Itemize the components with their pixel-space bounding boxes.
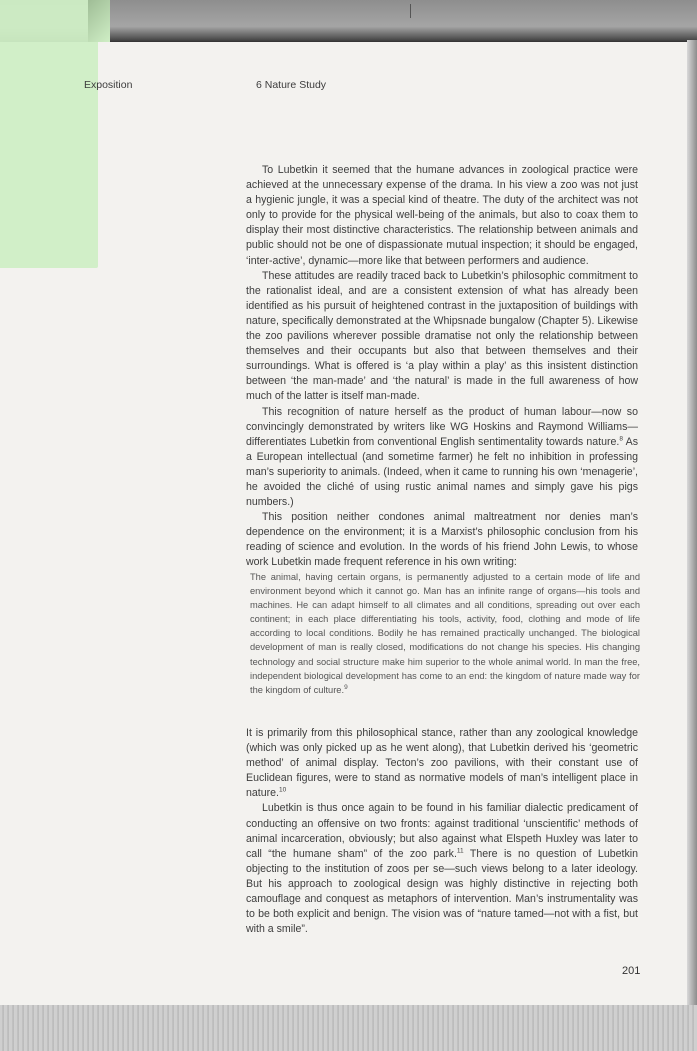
page-edge-shadow: [687, 40, 697, 1010]
paragraph-5-text: It is primarily from this philosophical stance, rather than any zoological knowledge (which was only picked up as he went along), that Lubetkin derived his ‘geometric method’ of animal display. Tecton’s zoo pavilions, with their constant use of Euclidean figures, were to stand as normative models of man’s intelligent place in nature.: [246, 727, 638, 800]
paragraph-4: This position neither condones animal maltreatment nor denies man’s dependence on the environment; it is a Marxist’s philosophic conclusion from his reading of science and evolution. In the words of his friend John Lewis, to whose work Lubetkin made frequent reference in his own writing:: [246, 511, 638, 569]
paragraph-3: [246, 405, 638, 511]
footnote-mark-10: 10: [278, 786, 287, 794]
binding-mark: [410, 4, 411, 18]
tab-fold: [88, 0, 110, 42]
body-text-bottom: [246, 726, 638, 937]
paragraph-6-text: Lubetkin is thus once again to be found in his familiar dialectic predicament of conducting an offensive on two fronts: against traditional ‘unscientific’ methods of animal incarceration, obviously; but also against what Elspeth Huxley was later to call “the humane sham” of the zoo park.: [246, 802, 638, 860]
footnote-mark-8: 8: [619, 435, 623, 443]
paragraph-1: To Lubetkin it seemed that the humane advances in zoological practice were achieved at the unnecessary expense of the drama. In his view a zoo was not just a hygienic jungle, it was a special kind of theatre. The duty of the architect was not only to provide for the physical well-being of the animals, but also to coax them to display their most distinctive characteristics. The relationship between animals and public should not be one of dispassionate mutual inspection; it should be engaged, ‘inter-active’, dynamic—more like that between performers and audience.: [246, 164, 638, 267]
paragraph-5: [246, 726, 638, 801]
scan-bottom-edge: [0, 1005, 697, 1051]
paragraph-3-text: This recognition of nature herself as the product of human labour—now so convincingly demonstrated by writers like WG Hoskins and Raymond Williams—differentiates Lubetkin from conventional English sentimentality towards nature.: [246, 405, 638, 448]
block-quote: [250, 570, 640, 697]
paragraph-2: These attitudes are readily traced back to Lubetkin’s philosophic commitment to the rationalist ideal, and are a consistent extension of what has already been identified as his pursuit of heightened contrast in the juxtaposition of buildings with nature, specifically demonstrated at the Whipsnade bungalow (Chapter 5). Likewise the zoo pavilions wherever possible dramatise not only the relationship between themselves and their occupants but also that between themselves and their surroundings. What is offered is ‘a play within a play’ as this insistent distinction between ‘the man-made’ and ‘the natural’ is made in the full awareness of how much of the latter is itself man-made.: [246, 269, 638, 403]
footnote-mark-9: 9: [344, 683, 348, 691]
quote-text: The animal, having certain organs, is permanently adjusted to a certain mode of life and environment beyond which it cannot go. Man has an infinite range of organs—his tools and machines. He can adapt himself to all climates and all conditions, spreading out over each continent; in each place differentiating his tools, activity, food, clothing and mode of life according to local conditions. Bodily he has remained practically unchanged. The biological development of man is really closed, modifications do not change his species. His changing technology and social structure make him superior to the whole animal world. In man the free, independent biological development has come to an end: the kingdom of nature made way for the kingdom of culture.: [250, 572, 640, 695]
footnote-mark-11: 11: [456, 847, 464, 855]
page-number: 201: [622, 965, 641, 977]
paragraph-3-cont: As a European intellectual (and sometime farmer) he felt no inhibition in professing man’s superiority to animals. (Indeed, when it came to running his own ‘menagerie’, he avoided the cliché of using rustic animal names and simply gave his pigs numbers.): [246, 435, 638, 509]
running-head-section: Exposition: [84, 79, 133, 91]
paragraph-6: [246, 801, 638, 937]
body-text-top: [246, 163, 638, 571]
green-sticky-tab: [0, 0, 98, 268]
running-head-chapter: 6 Nature Study: [256, 79, 327, 91]
paragraph-6-cont: There is no question of Lubetkin objecting to the institution of zoos per se—such views belong to a later ideology. But his approach to zoological design was highly distinctive in rejecting both camouflage and conquest as metaphors of intervention. Man’s instrumentality was to be both explicit and benign. The vision was of “nature tamed—not with a fist, but with a smile”.: [246, 847, 638, 936]
